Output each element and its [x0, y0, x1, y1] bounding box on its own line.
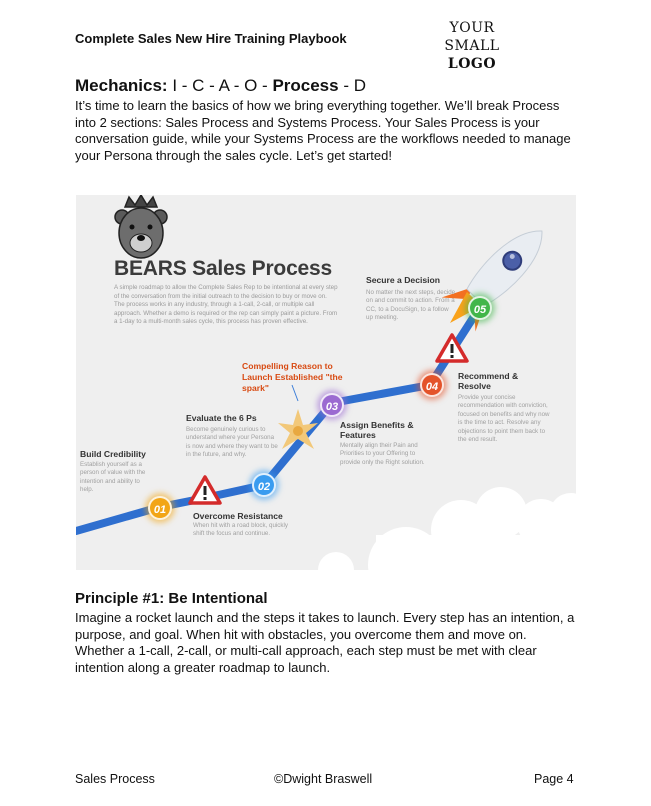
step-1-badge: 01	[148, 496, 172, 520]
step-2-title: Evaluate the 6 Ps	[186, 413, 257, 423]
step-4-description: Provide your concise recommendation with conviction, focused on benefits and why now is the time to act. Resolve any objections to point them back to the end result.	[458, 394, 550, 444]
step-3-title: Assign Benefits & Features	[340, 420, 414, 440]
footer-section-name: Sales Process	[75, 772, 155, 786]
infographic-title: BEARS Sales Process	[114, 257, 332, 280]
step-3-badge: 03	[320, 393, 344, 417]
footer-page-number: Page 4	[534, 772, 574, 786]
obstacle-description: When hit with a road block, quickly shift the focus and continue.	[193, 522, 288, 538]
obstacle-title: Overcome Resistance	[193, 511, 283, 521]
logo-line-1: YOUR SMALL	[444, 20, 500, 54]
principle-heading: Principle #1: Be Intentional	[75, 590, 268, 607]
step-2-description: Become genuinely curious to understand where your Persona is now and where they want to be in the future, and why.	[186, 426, 278, 459]
step-3-description: Mentally align their Pain and Priorities to your Offering to provide only the Right solution.	[340, 442, 425, 466]
section-heading-active-step: Process	[272, 76, 339, 95]
step-4-title: Recommend & Resolve	[458, 371, 519, 391]
step-5-title: Secure a Decision	[366, 275, 441, 285]
spark-label: Compelling Reason to Launch Established "the spark"	[242, 361, 343, 393]
step-2-badge: 02	[252, 473, 276, 497]
section-heading-sequence-start: I - C - A - O -	[167, 76, 273, 95]
logo-placeholder	[420, 19, 524, 73]
cloud-decoration	[318, 487, 576, 570]
step-1-title: Build Credibility	[80, 449, 146, 459]
principle-body: Imagine a rocket launch and the steps it takes to launch. Every step has an intention, a purpose, and goal. When hit with obstacles, you overcome them and move on. Whether a 1-call, 2-call, or multi-call approach, each step must be met with clear intention along a greater roadmap to launch.	[75, 610, 575, 675]
section-heading-sequence-end: - D	[338, 76, 366, 95]
bears-process-infographic	[76, 195, 576, 570]
logo-line-2: LOGO	[447, 56, 497, 72]
infographic-intro: A simple roadmap to allow the Complete Sales Rep to be intentional at every step of the conversation from the initial outreach to the decision to buy or move on. The process works in any industry, through a 1-call, 2-call, or multiple call approach. Whether a demo is required or the rep can simply paint a picture. From a 1-day to a multi-month sales cycle, this process has proven effective.	[114, 284, 338, 326]
step-4-badge: 04	[420, 373, 444, 397]
bear-mascot-icon	[115, 195, 167, 258]
document-title: Complete Sales New Hire Training Playbook	[75, 31, 347, 46]
warning-triangle-icon	[190, 477, 220, 503]
section-heading	[75, 76, 366, 96]
section-heading-label: Mechanics:	[75, 76, 168, 95]
step-5-description: No matter the next steps, decide on and commit to action. From a CC, to a DocuSign, to a follow up meeting.	[366, 289, 456, 322]
footer-copyright: ©Dwight Braswell	[274, 772, 373, 786]
step-5-badge: 05	[468, 296, 492, 320]
step-1-description: Establish yourself as a person of value with the intention and ability to help.	[80, 461, 146, 494]
section-intro-paragraph: It’s time to learn the basics of how we bring everything together. We’ll break Process into 2 sections: Sales Process and Systems Process. Your Sales Process is your conversation guide, while your Systems Process are the workflows needed to manage your Persona through the sales cycle. Let’s get started!	[75, 98, 571, 163]
